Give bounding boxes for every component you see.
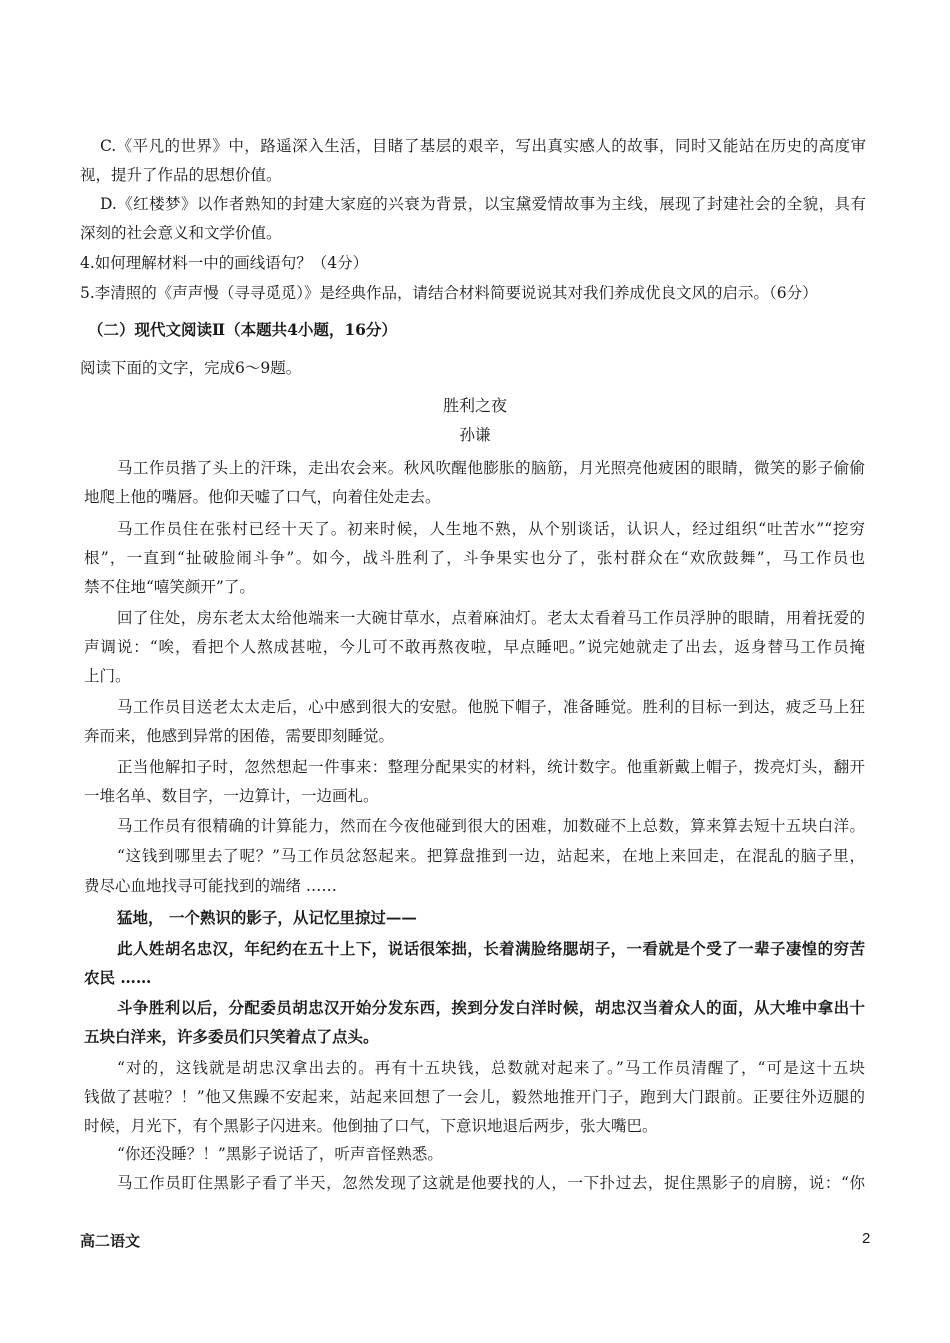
story-line: 禁不住地“嘻笑颜开”了。 xyxy=(84,578,255,596)
story-line: 此人姓胡名忠汉，年纪约在五十上下，说话很笨拙，长着满脸络腮胡子，一看就是个受了一辈子凄惶的穷苦 xyxy=(117,939,865,958)
story-line: 马工作员揩了头上的汗珠，走出农会来。秋风吹醒他膨胀的脑筋，月光照亮他疲困的眼睛，微笑的影子偷偷 xyxy=(117,459,865,477)
question-5: 5.李清照的《声声慢（寻寻觅觅）》是经典作品，请结合材料简要说说其对我们养成优良文风的启示。（6分） xyxy=(80,284,818,302)
footer-subject: 高二语文 xyxy=(80,1232,141,1250)
story-line: 马工作员目送老太太走后，心中感到很大的安慰。他脱下帽子，准备睡觉。胜利的目标一到达，疲乏马上狂 xyxy=(117,698,865,716)
story-line: 马工作员住在张村已经十天了。初来时候，人生地不熟，从个别谈话，认识人，经过组织“吐苦水”“挖穷 xyxy=(117,520,865,538)
question-4: 4.如何理解材料一中的画线语句？（4分） xyxy=(80,254,369,272)
story-line: 地爬上他的嘴唇。他仰天嘘了口气，向着住处走去。 xyxy=(84,488,441,506)
story-line: 五块白洋来，许多委员们只笑着点了点头。 xyxy=(84,1027,379,1046)
story-author: 孙谦 xyxy=(459,426,491,444)
story-line: 回了住处，房东老太太给他端来一大碗甘草水，点着麻油灯。老太太看着马工作员浮肿的眼睛，用着抚爱的 xyxy=(117,609,865,627)
section-heading: （二）现代文阅读Ⅱ（本题共4小题，16分） xyxy=(88,320,397,339)
option-d-line-1: D.《红楼梦》以作者熟知的封建大家庭的兴衰为背景，以宝黛爱情故事为主线，展现了封建社会的全貌，具有 xyxy=(100,195,866,213)
story-line: 根”，一直到“扯破脸闹斗争”。如今，战斗胜利了，斗争果实也分了，张村群众在“欢欣鼓舞”，马工作员也 xyxy=(84,549,865,567)
story-line: 猛地， 一个熟识的影子，从记忆里掠过—— xyxy=(117,908,417,927)
story-line: 钱做了甚啦？！”他又焦躁不安起来，站起来回想了一会儿，毅然地推开门子，跑到大门跟前。正要往外迈腿的 xyxy=(84,1088,865,1106)
story-line: 正当他解扣子时，忽然想起一件事来：整理分配果实的材料，统计数字。他重新戴上帽子，拨亮灯头，翻开 xyxy=(117,758,865,776)
story-line: 上门。 xyxy=(84,667,131,685)
story-line: 农民 …… xyxy=(84,968,152,987)
story-line: “你还没睡？！”黑影子说话了，听声音怪熟悉。 xyxy=(117,1145,443,1163)
story-title: 胜利之夜 xyxy=(442,396,507,415)
story-line: “这钱到哪里去了呢？”马工作员忿怒起来。把算盘推到一边，站起来，在地上来回走，在混乱的脑子里， xyxy=(117,847,865,865)
story-line: 声调说：“唉，看把个人熬成甚啦，今儿可不敢再熬夜啦，早点睡吧。”说完她就走了出去，返身替马工作员掩 xyxy=(84,638,865,656)
story-line: 时候，月光下，有个黑影子闪进来。他倒抽了口气，下意识地退后两步，张大嘴巴。 xyxy=(84,1117,658,1135)
story-line: 奔而来，他感到异常的困倦，需要即刻睡觉。 xyxy=(84,727,395,745)
story-line: 马工作员盯住黑影子看了半天，忽然发现了这就是他要找的人，一下扑过去，捉住黑影子的肩膀，说：“你 xyxy=(117,1174,865,1192)
story-line: “对的，这钱就是胡忠汉拿出去的。再有十五块钱，总数就对起来了。”马工作员清醒了，“可是这十五块 xyxy=(117,1059,865,1077)
section-instruction: 阅读下面的文字，完成6～9题。 xyxy=(80,359,302,377)
page-number: 2 xyxy=(862,1230,871,1247)
story-line: 费尽心血地找寻可能找到的端绪 …… xyxy=(84,877,337,895)
story-line: 一堆名单、数目字，一边算计，一边画札。 xyxy=(84,787,379,805)
option-d-line-2: 深刻的社会意义和文学价值。 xyxy=(80,224,282,242)
story-line: 马工作员有很精确的计算能力，然而在今夜他碰到很大的困难，加数碰不上总数，算来算去短十五块白洋。 xyxy=(117,817,865,835)
story-line: 斗争胜利以后，分配委员胡忠汉开始分发东西，挨到分发白洋时候，胡忠汉当着众人的面，从大堆中拿出十 xyxy=(117,998,865,1017)
option-c-line-2: 视，提升了作品的思想价值。 xyxy=(80,166,282,184)
option-c-line-1: C.《平凡的世界》中，路遥深入生活，目睹了基层的艰辛，写出真实感人的故事，同时又能站在历史的高度审 xyxy=(100,137,866,155)
